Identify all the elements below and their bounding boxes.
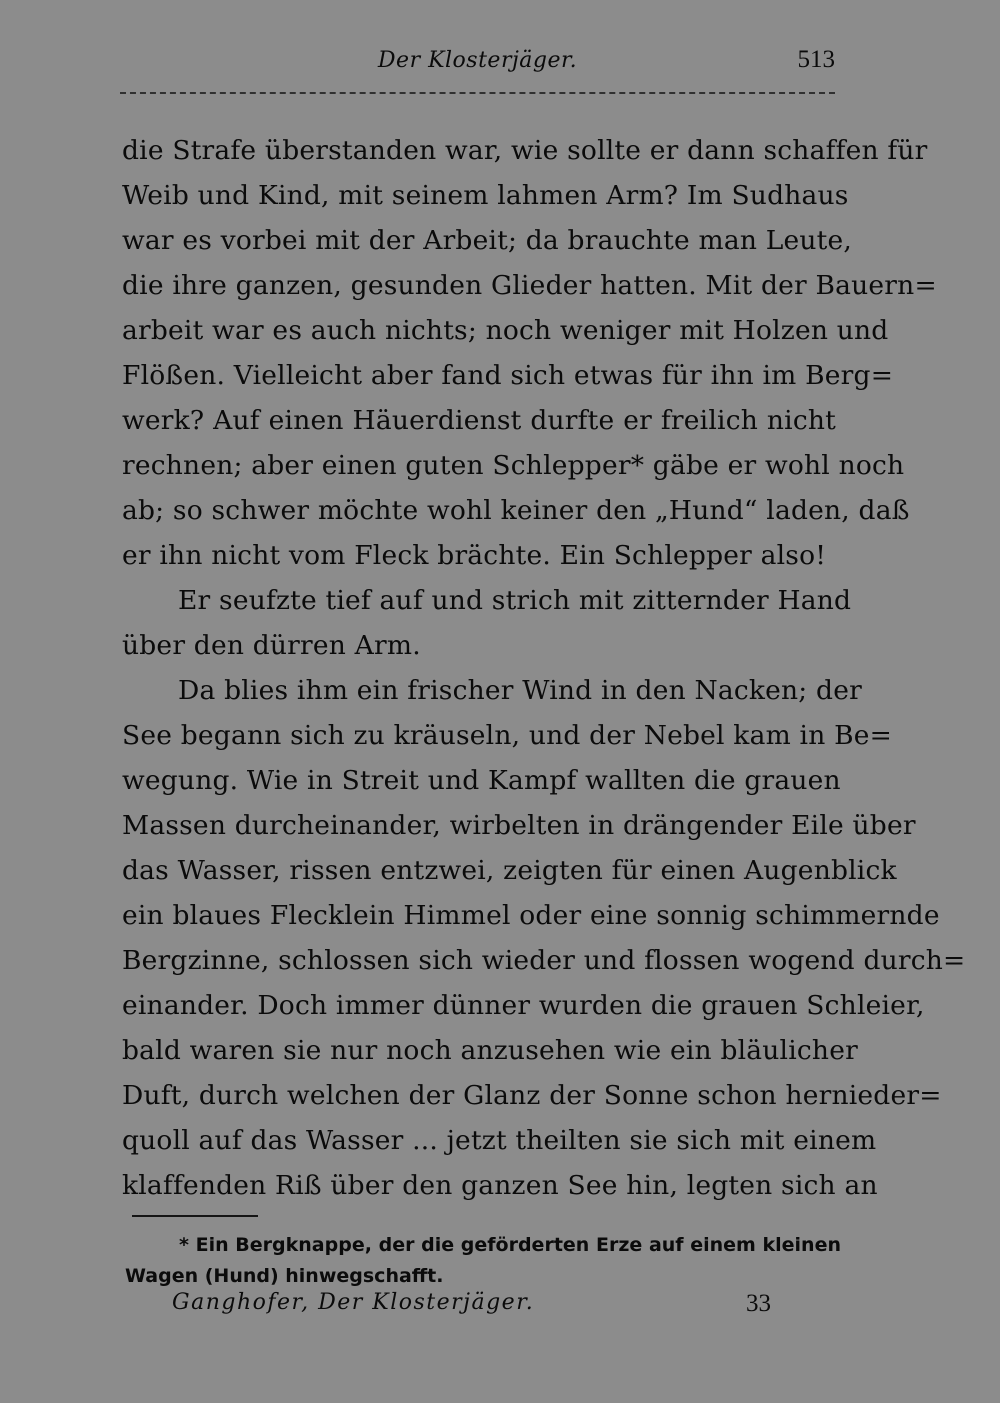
text-line: Da blies ihm ein frischer Wind in den Nacken; der xyxy=(178,675,862,706)
sheet-number: 33 xyxy=(746,1290,771,1317)
text-line: Bergzinne, schlossen sich wieder und flossen wogend durch= xyxy=(122,945,966,976)
text-line: Duft, durch welchen der Glanz der Sonne schon hernieder= xyxy=(122,1080,942,1111)
text-line: See begann sich zu kräuseln, und der Nebel kam in Be= xyxy=(122,720,893,751)
text-line: quoll auf das Wasser ... jetzt theilten sie sich mit einem xyxy=(122,1125,877,1156)
footnote-line: * Ein Bergknappe, der die geförderten Erze auf einem kleinen xyxy=(179,1234,841,1256)
text-line: er ihn nicht vom Fleck brächte. Ein Schlepper also! xyxy=(122,540,827,571)
text-line: Flößen. Vielleicht aber fand sich etwas für ihn im Berg= xyxy=(122,360,894,391)
text-line: wegung. Wie in Streit und Kampf wallten die grauen xyxy=(122,765,841,796)
text-line: Weib und Kind, mit seinem lahmen Arm? Im Sudhaus xyxy=(122,180,849,211)
running-head xyxy=(120,44,835,84)
text-line: werk? Auf einen Häuerdienst durfte er freilich nicht xyxy=(122,405,836,436)
footnote-line: Wagen (Hund) hinwegschafft. xyxy=(125,1265,444,1287)
text-line: über den dürren Arm. xyxy=(122,630,421,661)
text-line: klaffenden Riß über den ganzen See hin, legten sich an xyxy=(122,1170,878,1201)
text-line: bald waren sie nur noch anzusehen wie ein bläulicher xyxy=(122,1035,858,1066)
text-line: ab; so schwer möchte wohl keiner den „Hund“ laden, daß xyxy=(122,495,910,526)
text-line: die Strafe überstanden war, wie sollte er dann schaffen für xyxy=(122,135,928,166)
printer-signature: Ganghofer, Der Klosterjäger. xyxy=(172,1290,535,1315)
header-rule xyxy=(120,92,835,94)
text-line: rechnen; aber einen guten Schlepper* gäbe er wohl noch xyxy=(122,450,905,481)
text-line: die ihre ganzen, gesunden Glieder hatten. Mit der Bauern= xyxy=(122,270,937,301)
text-line: ein blaues Flecklein Himmel oder eine sonnig schimmernde xyxy=(122,900,940,931)
body-text xyxy=(122,128,966,1208)
footnote-rule xyxy=(132,1215,258,1217)
running-title: Der Klosterjäger. xyxy=(377,48,578,73)
text-line: war es vorbei mit der Arbeit; da brauchte man Leute, xyxy=(122,225,853,256)
text-line: arbeit war es auch nichts; noch weniger mit Holzen und xyxy=(122,315,889,346)
page-number: 513 xyxy=(797,46,835,73)
text-line: Massen durcheinander, wirbelten in drängender Eile über xyxy=(122,810,916,841)
text-line: einander. Doch immer dünner wurden die grauen Schleier, xyxy=(122,990,925,1021)
text-line: das Wasser, rissen entzwei, zeigten für einen Augenblick xyxy=(122,855,897,886)
footnote xyxy=(125,1230,841,1292)
text-line: Er seufzte tief auf und strich mit zitternder Hand xyxy=(178,585,852,616)
